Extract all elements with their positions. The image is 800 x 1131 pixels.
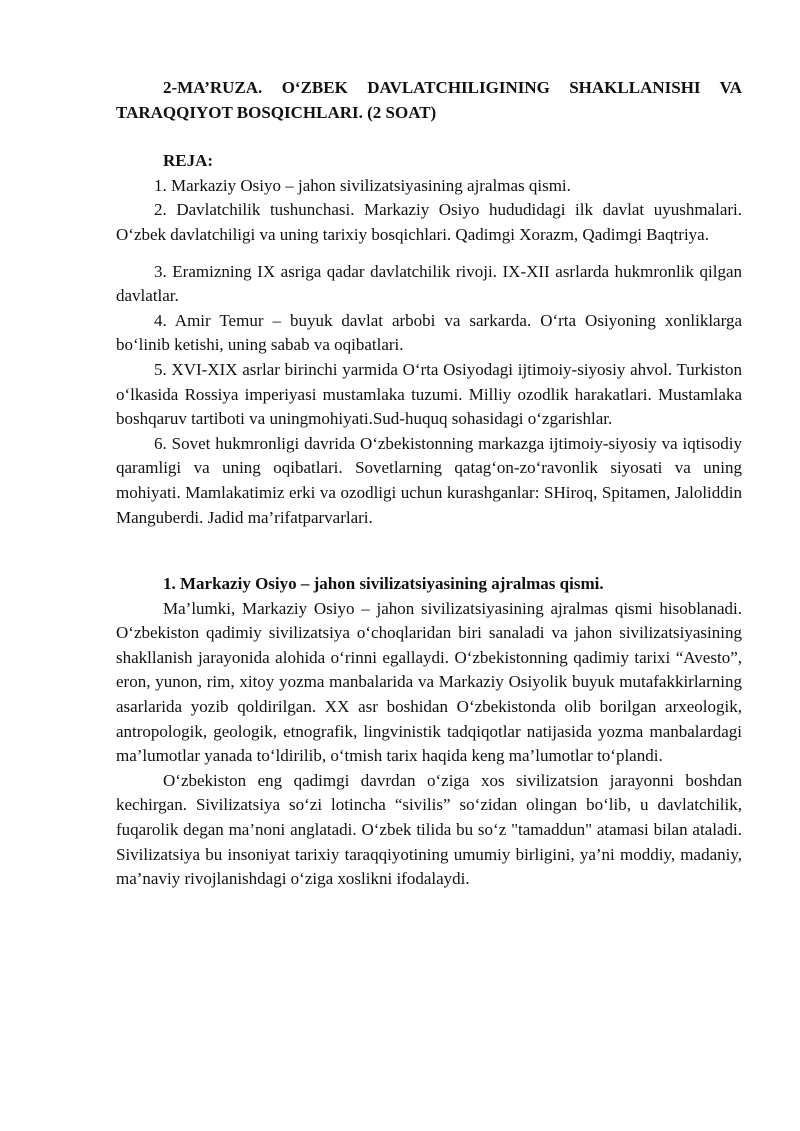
- plan-item: 1. Markaziy Osiyo – jahon sivilizatsiyasining ajralmas qismi.: [154, 175, 571, 195]
- plan-item: 6. Sovet hukmronligi davrida O‘zbekistonning markazga ijtimoiy-siyosiy va iqtisodiy qaramligi va uning oqibatlari. Sovetlarning qatag‘on-zo‘ravonlik siyosati va uning mohiyati. Mamlakatimiz erki va ozodligi uchun kurashganlar: SHiroq, Spitamen, Jaloliddin Manguberdi. Jadid ma’rifatparvarlari.: [116, 433, 742, 527]
- section-heading: 1. Markaziy Osiyo – jahon sivilizatsiyasining ajralmas qismi.: [163, 574, 604, 594]
- plan-item: 3. Eramizning IX asriga qadar davlatchilik rivoji. IX-XII asrlarda hukmronlik qilgan davlatlar.: [116, 261, 742, 306]
- plan-heading: REJA:: [163, 151, 214, 171]
- document-page: [116, 76, 742, 892]
- plan-item: 5. XVI-XIX asrlar birinchi yarmida O‘rta Osiyodagi ijtimoiy-siyosiy ahvol. Turkiston o‘lkasida Rossiya imperiyasi mustamlaka tuzumi. Milliy ozodlik harakatlari. Mustamlaka boshqaruv tartiboti va uningmohiyati.Sud-huquq sohasidagi o‘zgarishlar.: [116, 359, 742, 429]
- body-paragraph: O‘zbekiston eng qadimgi davrdan o‘ziga xos sivilizatsion jarayonni boshdan kechirgan. Sivilizatsiya so‘zi lotincha “sivilis” so‘zidan olingan bo‘lib, u davlatchilik, fuqarolik degan ma’noni anglatadi. O‘zbek tilida bu so‘z "tamaddun" atamasi bilan ataladi. Sivilizatsiya bu insoniyat tarixiy taraqqiyotining umumiy birligini, ya’ni moddiy, madaniy, ma’naviy rivojlanishdagi o‘ziga xoslikni ifodalaydi.: [116, 770, 742, 889]
- plan-item: 2. Davlatchilik tushunchasi. Markaziy Osiyo hududidagi ilk davlat uyushmalari. O‘zbek davlatchiligi va uning tarixiy bosqichlari. Qadimgi Xorazm, Qadimgi Baqtriya.: [116, 200, 742, 244]
- document-title: 2-MA’RUZA. O‘ZBEK DAVLATCHILIGINING SHAKLLANISHI VA TARAQQIYOT BOSQICHLARI. (2 SOAT): [116, 78, 742, 122]
- plan-item: 4. Amir Temur – buyuk davlat arbobi va sarkarda. O‘rta Osiyoning xonliklarga bo‘linib ketishi, uning sabab va oqibatlari.: [116, 310, 742, 355]
- body-paragraph: Ma’lumki, Markaziy Osiyo – jahon sivilizatsiyasining ajralmas qismi hisoblanadi. O‘zbekiston qadimiy sivilizatsiya o‘choqlaridan biri sanaladi va jahon sivilizatsiyasining shakllanish jarayonida alohida o‘rinni egallaydi. O‘zbekistonning qadimiy tarixi “Avesto”, eron, yunon, rim, xitoy yozma manbalarida va Markaziy Osiyolik buyuk mutafakkirlarning asarlarida yozib qoldirilgan. XX asr boshidan O‘zbekistonda olib borilgan arxeologik, antropologik, geologik, etnografik, lingvinistik tadqiqotlar natijasida yozma manbalardagi ma’lumotlar yanada to‘ldirilib, o‘tmish tarix haqida keng ma’lumotlar to‘plandi.: [116, 598, 742, 766]
